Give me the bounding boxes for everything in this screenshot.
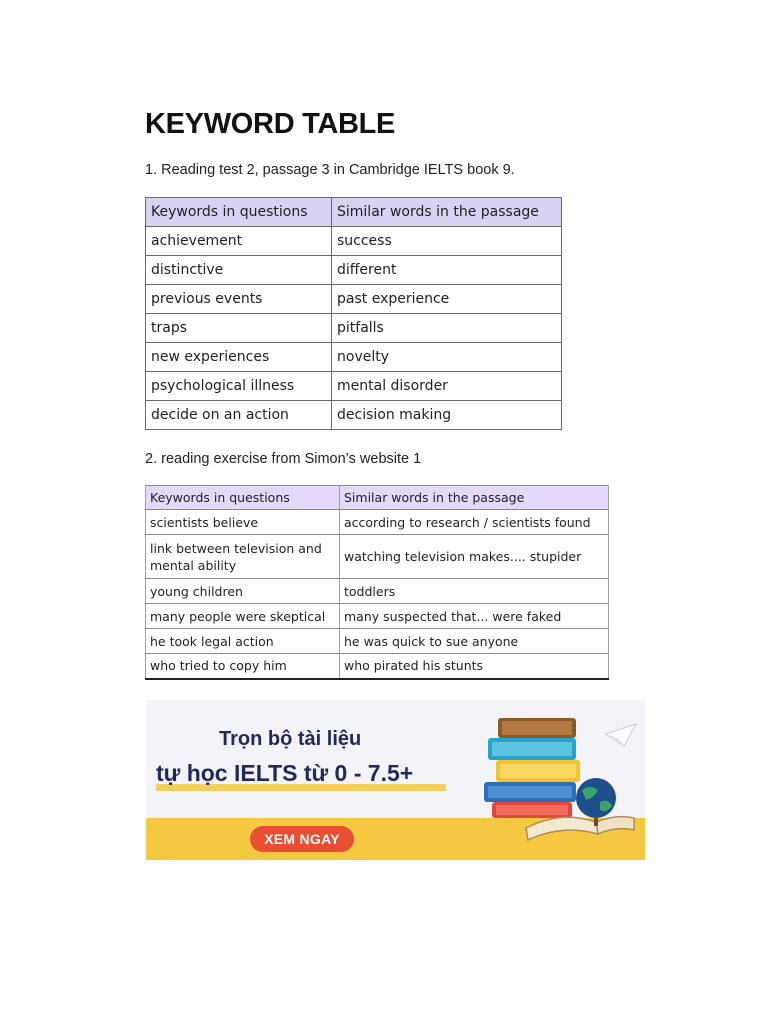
keyword-cell: psychological illness xyxy=(146,372,332,401)
table-row xyxy=(146,579,609,604)
paper-plane-icon xyxy=(606,724,636,746)
table-row xyxy=(146,227,562,256)
keyword-cell: distinctive xyxy=(146,256,332,285)
similar-cell: who pirated his stunts xyxy=(340,654,609,679)
header-keywords: Keywords in questions xyxy=(146,486,340,510)
table-row xyxy=(146,314,562,343)
table-row xyxy=(146,604,609,629)
keyword-cell: who tried to copy him xyxy=(146,654,340,679)
page-title: KEYWORD TABLE xyxy=(145,108,396,140)
view-now-button[interactable]: XEM NGAY xyxy=(250,826,354,852)
similar-cell: watching television makes.... stupider xyxy=(340,535,609,579)
table-row xyxy=(146,654,609,679)
open-book-icon xyxy=(526,817,634,840)
keyword-cell: link between television and mental ability xyxy=(146,535,340,579)
header-keywords: Keywords in questions xyxy=(146,198,332,227)
similar-cell: pitfalls xyxy=(332,314,562,343)
header-similar-words: Similar words in the passage xyxy=(332,198,562,227)
table-header-row xyxy=(146,198,562,227)
keyword-cell: he took legal action xyxy=(146,629,340,654)
table-row xyxy=(146,256,562,285)
table-row xyxy=(146,535,609,579)
table-row xyxy=(146,372,562,401)
similar-cell: he was quick to sue anyone xyxy=(340,629,609,654)
keyword-cell: new experiences xyxy=(146,343,332,372)
similar-cell: mental disorder xyxy=(332,372,562,401)
keyword-table-2 xyxy=(145,485,609,680)
banner-title-line-1: Trọn bộ tài liệu xyxy=(219,728,362,750)
similar-cell: many suspected that... were faked xyxy=(340,604,609,629)
books-globe-illustration xyxy=(466,706,641,846)
keyword-cell: scientists believe xyxy=(146,510,340,535)
table-row xyxy=(146,629,609,654)
table-header-row xyxy=(146,486,609,510)
keyword-cell: young children xyxy=(146,579,340,604)
similar-cell: novelty xyxy=(332,343,562,372)
ielts-promo-banner[interactable] xyxy=(146,700,645,860)
keyword-table-1 xyxy=(145,197,562,430)
keyword-cell: many people were skeptical xyxy=(146,604,340,629)
section-2-caption: 2. reading exercise from Simon’s website 1 xyxy=(145,451,422,467)
banner-title-line-2: tự học IELTS từ 0 - 7.5+ xyxy=(156,760,414,786)
table-row xyxy=(146,401,562,430)
table-row xyxy=(146,343,562,372)
section-1-caption: 1. Reading test 2, passage 3 in Cambridge IELTS book 9. xyxy=(145,162,515,178)
keyword-cell: achievement xyxy=(146,227,332,256)
similar-cell: success xyxy=(332,227,562,256)
book-stack-icon xyxy=(484,718,580,818)
keyword-cell: decide on an action xyxy=(146,401,332,430)
similar-cell: according to research / scientists found xyxy=(340,510,609,535)
keyword-cell: previous events xyxy=(146,285,332,314)
similar-cell: different xyxy=(332,256,562,285)
similar-cell: decision making xyxy=(332,401,562,430)
similar-cell: toddlers xyxy=(340,579,609,604)
table-row xyxy=(146,510,609,535)
table-row xyxy=(146,285,562,314)
similar-cell: past experience xyxy=(332,285,562,314)
keyword-cell: traps xyxy=(146,314,332,343)
header-similar-words: Similar words in the passage xyxy=(340,486,609,510)
